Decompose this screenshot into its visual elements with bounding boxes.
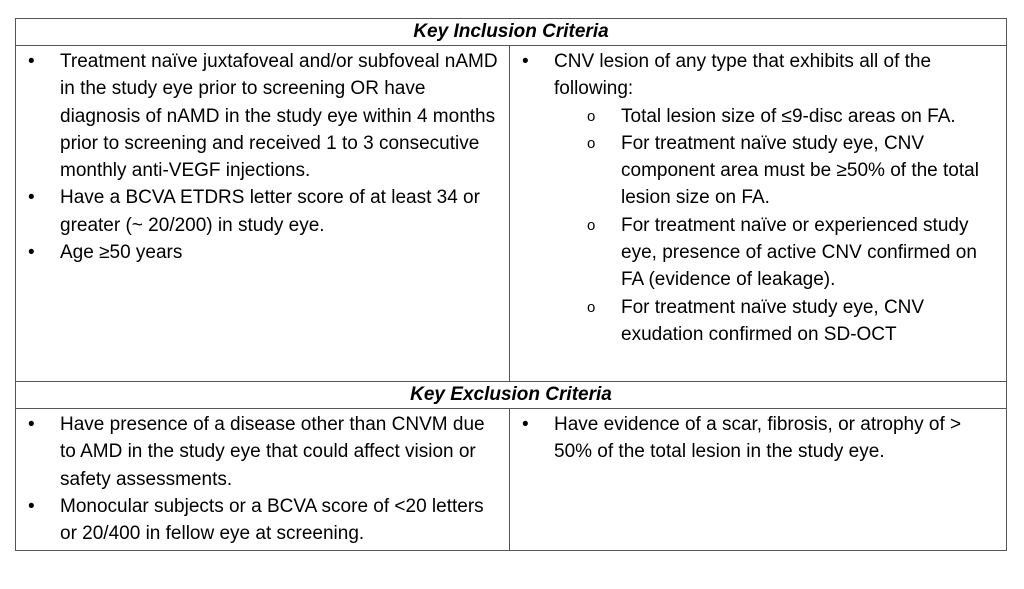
list-item: • Have presence of a disease other than CNVM due to AMD in the study eye that could affect vision or safety assessments.	[16, 411, 501, 493]
exclusion-left-list	[16, 409, 509, 547]
list-item: • Age ≥50 years	[16, 239, 501, 266]
exclusion-right-list	[510, 409, 1006, 466]
exclusion-header: Key Exclusion Criteria	[16, 382, 1007, 409]
criteria-table-wrapper	[15, 18, 1006, 551]
list-item: • Have a BCVA ETDRS letter score of at least 34 or greater (~ 20/200) in study eye.	[16, 184, 501, 239]
exclusion-right-cell	[510, 409, 1007, 551]
sub-list-item: o For treatment naïve study eye, CNV exudation confirmed on SD-OCT	[554, 294, 998, 349]
list-item	[510, 48, 998, 348]
sub-list-item: o For treatment naïve or experienced study eye, presence of active CNV confirmed on FA (evidence of leakage).	[554, 212, 998, 294]
cnv-lead-text: CNV lesion of any type that exhibits all of the following:	[554, 51, 932, 100]
inclusion-left-list	[16, 46, 509, 266]
sub-list-item: o Total lesion size of ≤9-disc areas on FA.	[554, 103, 998, 130]
inclusion-header: Key Inclusion Criteria	[16, 19, 1007, 46]
inclusion-right-list	[510, 46, 1006, 348]
list-item: • Monocular subjects or a BCVA score of <20 letters or 20/400 in fellow eye at screening.	[16, 493, 501, 548]
sub-list-item: o For treatment naïve study eye, CNV component area must be ≥50% of the total lesion size on FA.	[554, 130, 998, 212]
exclusion-left-cell	[16, 409, 510, 551]
cnv-sub-list	[554, 103, 998, 349]
list-item: • Have evidence of a scar, fibrosis, or atrophy of > 50% of the total lesion in the study eye.	[510, 411, 998, 466]
criteria-table	[15, 18, 1007, 551]
list-item: • Treatment naïve juxtafoveal and/or subfoveal nAMD in the study eye prior to screening OR have diagnosis of nAMD in the study eye within 4 months prior to screening and received 1 to 3 consecutive monthly anti-VEGF injections.	[16, 48, 501, 184]
inclusion-left-cell	[16, 46, 510, 382]
inclusion-right-cell	[510, 46, 1007, 382]
